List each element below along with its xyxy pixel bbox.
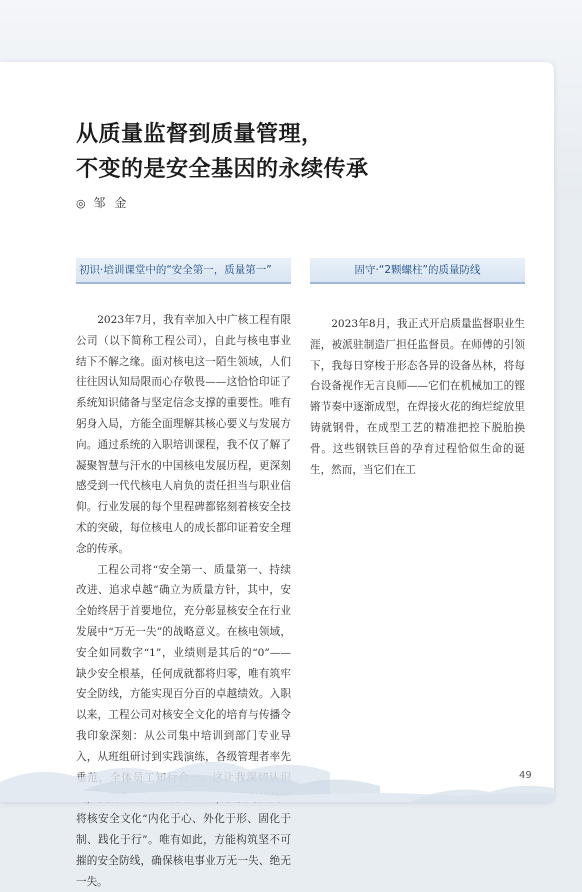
section1-paragraph-1: 2023年7月，我有幸加入中广核工程有限公司（以下简称工程公司），自此与核电事业结下不解之缘。面对核电这一陌生领域，人们往往因认知局限而心存敬畏——这恰恰印证了系统知识储备与坚定信念支撑的重要性。唯有躬身入局，方能全面理解其核心要义与发展方向。通过系统的入职培训课程，我不仅了解了凝聚智慧与汗水的中国核电发展历程，更深刻感受到一代代核电人肩负的责任担当与职业信仰。行业发展的每个里程碑都铭刻着核安全技术的突破，每位核电人的成长都印证着安全理念的传承。 [76, 314, 291, 555]
author-name: 邹金 [93, 196, 136, 210]
section-heading-2: 固守·“2颗螺柱”的质量防线 [310, 258, 525, 284]
article-title [76, 117, 369, 187]
section1-paragraph-2: 工程公司将“安全第一、质量第一、持续改进、追求卓越”确立为质量方针，其中，安全始终居于首要地位，充分彰显核安全在行业发展中“万无一失”的战略意义。在核电领域，安全如同数字“1”，业绩则是其后的“0”——缺少安全根基，任何成就都将归零，唯有筑牢安全防线，方能实现百分百的卓越绩效。入职以来，工程公司对核安全文化的培育与传播令我印象深刻：从公司集中培训到部门专业导入，从班组研讨到实践演练，各级管理者率先 将核安全文化“内化于心、外化于形、固化于制、践化于行”。唯有如此，方能构筑坚不可摧的安全防线，确保核电事业万无一失、绝无一失。 [76, 563, 291, 888]
right-column [310, 258, 525, 480]
title-line-2: 不变的是安全基因的永续传承 [76, 157, 369, 182]
section-heading-1: 初识·培训课堂中的“安全第一，质量第一” [76, 258, 291, 284]
section2-paragraph-1: 2023年8月，我正式开启质量监督职业生涯，被派驻制造厂担任监督员。在师傅的引领下，我每日穿梭于形态各异的设备丛林，将每台设备视作无言良师——它们在机械加工的铿锵节奏中逐渐成型，在焊接火花的绚烂绽放里铸就钢骨，在成型工艺的精准把控下脱胎换骨。这些钢铁巨兽的孕育过程恰似生命的诞生，然而，当它们在工 [310, 318, 525, 476]
mountain-decoration [0, 712, 554, 802]
article-page [0, 62, 554, 888]
author-mark: ◎ [76, 197, 87, 210]
page-number: 49 [519, 770, 532, 781]
author-byline [76, 194, 135, 211]
title-line-1: 从质量监督到质量管理， [76, 122, 324, 147]
